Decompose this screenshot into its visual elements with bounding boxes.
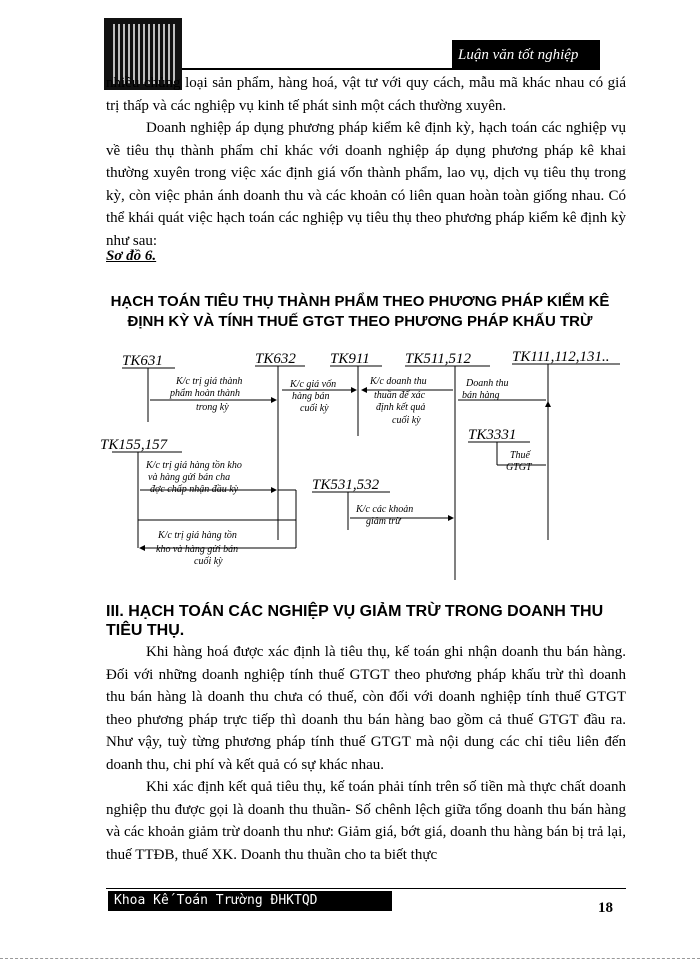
paragraph-1: nhiều chủng loại sản phẩm, hàng hoá, vật tư với quy cách, mẫu mã khác nhau có giá trị thấp và các nghiệp vụ kinh tế phát sinh một cách thường xuyên.	[106, 75, 626, 114]
account-tk111-112-131: TK111,112,131..	[512, 349, 610, 365]
diagram-label: định kết quả	[376, 402, 426, 413]
account-tk3331: TK3331	[468, 427, 517, 443]
diagram-label: K/c trị giá hàng tồn kho	[146, 460, 242, 471]
account-tk155-157: TK155,157	[100, 437, 168, 453]
section-paragraph-2: Khi xác định kết quả tiêu thụ, kế toán phải tính trên số tiền mà thực chất doanh nghiệp thu được gọi là doanh thu thuần- Số chênh lệch giữa tổng doanh thu bán hàng và các khoản giảm trừ doanh thu như: Giảm giá, bớt giá, doanh thu hàng bán bị trả lại, thuế TTĐB, thuế XK. Doanh thu thuần cho ta biết thực	[106, 779, 626, 863]
diagram-label: Doanh thu	[466, 378, 509, 389]
diagram-label: cuối kỳ	[300, 403, 329, 414]
accounting-diagram	[0, 340, 700, 590]
page-number: 18	[598, 900, 613, 916]
diagram-label: giảm trừ	[366, 516, 401, 527]
account-tk911: TK911	[330, 351, 370, 367]
account-tk531-532: TK531,532	[312, 477, 380, 493]
header-banner: Luận văn tốt nghiệp	[452, 40, 600, 70]
diagram-label: GTGT	[506, 462, 532, 473]
account-tk631: TK631	[122, 353, 163, 369]
diagram-label: Sơ đồ 6.	[106, 248, 157, 264]
diagram-label: trong kỳ	[196, 402, 229, 413]
diagram-label: cuối kỳ	[194, 556, 223, 567]
diagram-label: bán hàng	[462, 390, 500, 401]
diagram-label: hàng bán	[292, 391, 330, 402]
account-tk632: TK632	[255, 351, 296, 367]
diagram-label: K/c doanh thu	[370, 376, 427, 387]
diagram-label: và hàng gửi bán cha	[148, 472, 231, 483]
diagram-label: cuối kỳ	[392, 415, 421, 426]
diagram-label: K/c giá vốn	[290, 379, 337, 390]
diagram-label: K/c trị giá thành	[176, 376, 243, 387]
diagram-label: kho và hàng gửi bán	[156, 544, 239, 555]
section-heading: III. HẠCH TOÁN CÁC NGHIỆP VỤ GIẢM TRỪ TRONG DOANH THU TIÊU THỤ.	[106, 603, 604, 639]
diagram-label: phẩm hoàn thành	[170, 388, 240, 399]
diagram-label: thuần để xác	[374, 390, 426, 401]
diagram-label: K/c các khoản	[356, 504, 414, 515]
footer-divider	[106, 888, 626, 889]
header-divider	[182, 68, 600, 70]
section-paragraph-1: Khi hàng hoá được xác định là tiêu thụ, kế toán ghi nhận doanh thu bán hàng. Đối với những doanh nghiệp tính thuế GTGT theo phương pháp khấu trừ thì doanh thu bán hàng là doanh thu chưa có thuế, còn đối với doanh nghiệp tính thuế GTGT theo phương pháp trực tiếp thì doanh thu bán hàng bao gồm cả thuế GTGT đầu ra. Như vậy, tuỳ từng phương pháp tính thuế GTGT mà nội dung các chỉ tiêu liên đến doanh thu, chi phí và kết quả có sự khác nhau.	[106, 644, 626, 773]
diagram-label: Thuế	[510, 450, 530, 461]
diagram-label: K/c trị giá hàng tồn	[158, 530, 237, 541]
account-tk511-512: TK511,512	[405, 351, 471, 367]
diagram-title: HẠCH TOÁN TIÊU THỤ THÀNH PHẨM THEO PHƯƠNG PHÁP KIỂM KÊ ĐỊNH KỲ VÀ TÍNH THUẾ GTGT THEO PHƯƠNG PHÁP KHẤU TRỪ	[110, 293, 610, 330]
diagram-label: đợc chấp nhận đầu kỳ	[150, 484, 239, 495]
paragraph-2: Doanh nghiệp áp dụng phương pháp kiểm kê định kỳ, hạch toán các nghiệp vụ về tiêu thụ thành phẩm chỉ khác với doanh nghiệp áp dụng phương pháp kê khai thường xuyên trong việc xác định giá vốn thành phẩm, lao vụ, dịch vụ tiêu thụ trong kỳ, còn việc phản ánh doanh thu và các khoản có liên quan hoàn toàn giống nhau. Có thể khái quát việc hạch toán các nghiệp vụ tiêu thụ theo phương pháp kiểm kê định kỳ như sau:	[106, 120, 626, 249]
page-bottom-dash	[0, 958, 700, 959]
footer-banner: Khoa Kế Toán Trường ĐHKTQD	[108, 891, 392, 911]
